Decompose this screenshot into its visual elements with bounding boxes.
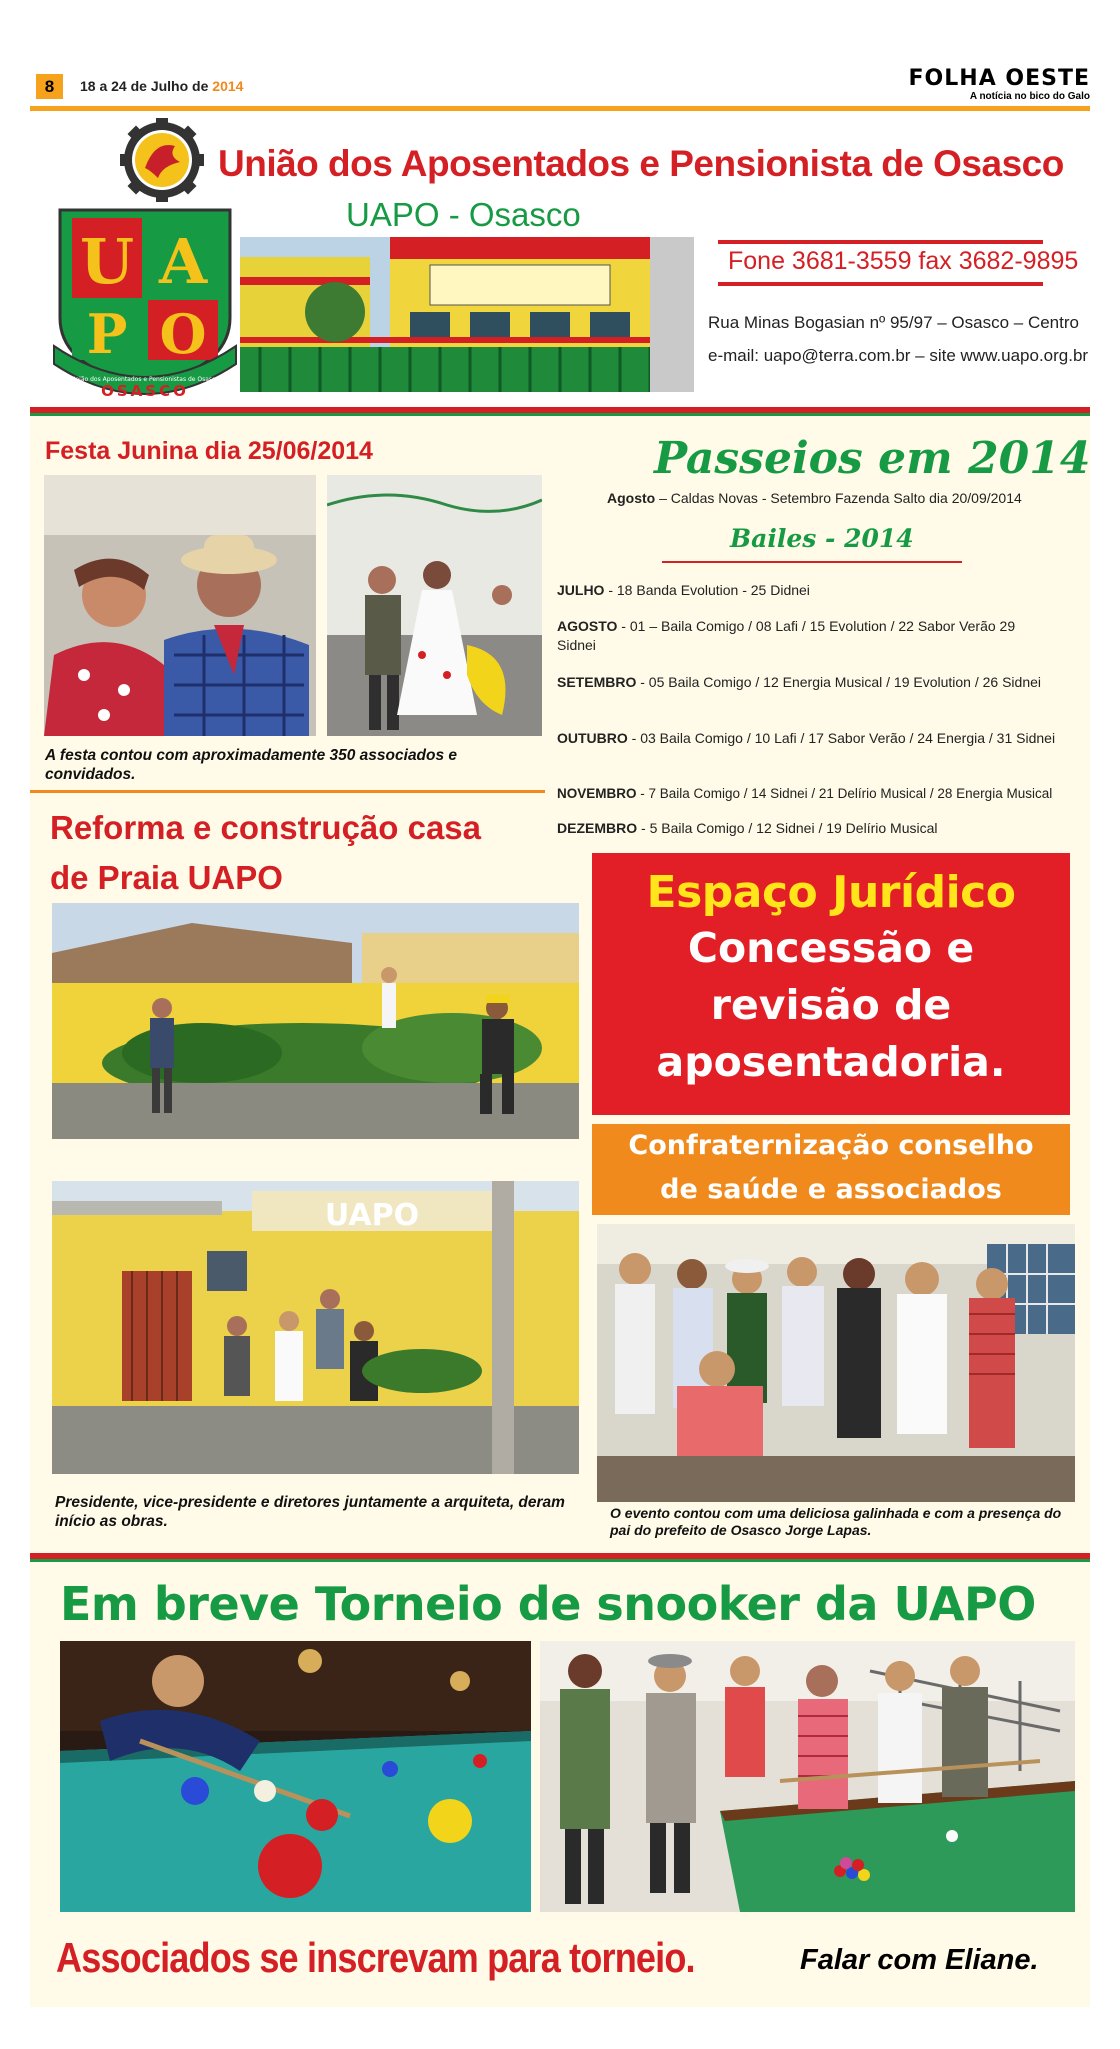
reforma-heading <box>50 803 555 903</box>
headquarters-photo <box>240 237 694 392</box>
baile-item-outubro <box>557 729 1057 748</box>
baile-month: SETEMBRO <box>557 674 637 690</box>
baile-item-agosto <box>557 617 1057 655</box>
masthead-title: FOLHA OESTE <box>908 66 1090 91</box>
issue-date-year: 2014 <box>212 78 244 94</box>
reforma-photo-group <box>52 1181 579 1474</box>
juridico-line1: Concessão e <box>687 924 975 972</box>
bailes-heading: Bailes - 2014 <box>730 524 914 553</box>
uapo-logo <box>50 118 240 398</box>
page-number: 8 <box>36 74 63 99</box>
confraternizacao-line1: Confraternização conselho <box>628 1130 1034 1161</box>
baile-month: DEZEMBRO <box>557 820 638 836</box>
association-subtitle: UAPO - Osasco <box>346 196 581 233</box>
issue-date <box>80 78 243 94</box>
festa-divider <box>30 790 545 793</box>
baile-schedule: - 5 Baila Comigo / 12 Sidnei / 19 Delírio Musical <box>637 820 938 836</box>
festa-photo-couple <box>44 475 316 736</box>
logo-ribbon-text: União dos Aposentados e Pensionistas de Osasco <box>70 376 220 383</box>
passeios-label: Agosto <box>607 490 656 506</box>
baile-item-setembro <box>557 673 1057 692</box>
juridico-line3: aposentadoria. <box>656 1038 1006 1086</box>
espaco-juridico-box <box>592 853 1070 1115</box>
email-site: e-mail: uapo@terra.com.br – site www.uapo.org.br <box>708 346 1089 365</box>
bailes-rule <box>662 561 962 563</box>
passeios-details: – Caldas Novas - Setembro Fazenda Salto dia 20/09/2014 <box>655 490 1022 506</box>
baile-item-julho <box>557 581 1057 600</box>
passeios-text <box>607 490 1022 506</box>
snooker-heading: Em breve Torneio de snooker da UAPO <box>60 1577 1036 1631</box>
wall-lettering: UAPO <box>324 1198 420 1233</box>
baile-schedule: - 7 Baila Comigo / 14 Sidnei / 21 Delírio Musical / 28 Energia Musical <box>636 786 1053 801</box>
logo-letter-o: O <box>159 302 207 366</box>
juridico-heading: Espaço Jurídico <box>646 867 1016 918</box>
passeios-heading: Passeios em 2014 <box>654 433 1091 484</box>
phone-fax: Fone 3681-3559 fax 3682-9895 <box>728 247 1079 275</box>
logo-letter-u: U <box>79 225 135 298</box>
festa-junina-heading: Festa Junina dia 25/06/2014 <box>45 437 373 465</box>
signup-call-to-action: Associados se inscrevam para torneio. <box>56 1934 695 1981</box>
header-rule <box>30 106 1090 111</box>
festa-caption: A festa contou com aproximadamente 350 associados e convidados. <box>45 747 458 783</box>
baile-schedule: - 05 Baila Comigo / 12 Energia Musical / 19 Evolution / 26 Sidnei <box>636 674 1042 690</box>
juridico-line2: revisão de <box>710 981 952 1029</box>
contact-person: Falar com Eliane. <box>800 1944 1039 1976</box>
baile-month: OUTUBRO <box>557 730 628 746</box>
reforma-heading-line1: Reforma e construção casa <box>50 809 482 846</box>
confraternizacao-line2: de saúde e associados <box>660 1174 1002 1205</box>
phone-rule-top <box>718 240 1043 244</box>
snooker-photo-player <box>60 1641 531 1912</box>
address: Rua Minas Bogasian nº 95/97 – Osasco – Centro <box>708 313 1079 332</box>
baile-item-novembro <box>557 784 1077 803</box>
masthead-slogan: A notícia no bico do Galo <box>969 91 1090 102</box>
baile-schedule: - 03 Baila Comigo / 10 Lafi / 17 Sabor Verão / 24 Energia / 31 Sidnei <box>627 730 1056 746</box>
baile-item-dezembro <box>557 819 1057 838</box>
masthead <box>909 66 1090 102</box>
reforma-caption: Presidente, vice-presidente e diretores juntamente a arquiteta, deram início as obras. <box>55 1494 565 1530</box>
baile-month: JULHO <box>557 582 605 598</box>
confraternizacao-photo <box>597 1224 1075 1502</box>
baile-month: NOVEMBRO <box>557 786 637 801</box>
festa-photo-bride <box>327 475 542 736</box>
baile-schedule: - 01 – Baila Comigo / 08 Lafi / 15 Evolution / 22 Sabor Verão 29 Sidnei <box>557 618 1016 653</box>
logo-letter-p: P <box>86 302 128 366</box>
phone-rule-bottom <box>718 282 1043 286</box>
gear-icon <box>120 118 204 202</box>
confraternizacao-caption: O evento contou com uma deliciosa galinhada e com a presença do pai do prefeito de Osasco Jorge Lapas. <box>610 1505 1062 1538</box>
baile-schedule: - 18 Banda Evolution - 25 Didnei <box>604 582 810 598</box>
association-title: União dos Aposentados e Pensionista de Osasco <box>218 143 1064 184</box>
snooker-photo-group <box>540 1641 1075 1912</box>
confraternizacao-heading <box>592 1124 1070 1215</box>
baile-month: AGOSTO <box>557 618 618 634</box>
reforma-photo-garden <box>52 903 579 1139</box>
issue-date-prefix: 18 a 24 de Julho de <box>80 78 213 94</box>
logo-city: OSASCO <box>101 382 189 398</box>
logo-letter-a: A <box>158 225 208 298</box>
reforma-heading-line2: de Praia UAPO <box>50 859 283 896</box>
